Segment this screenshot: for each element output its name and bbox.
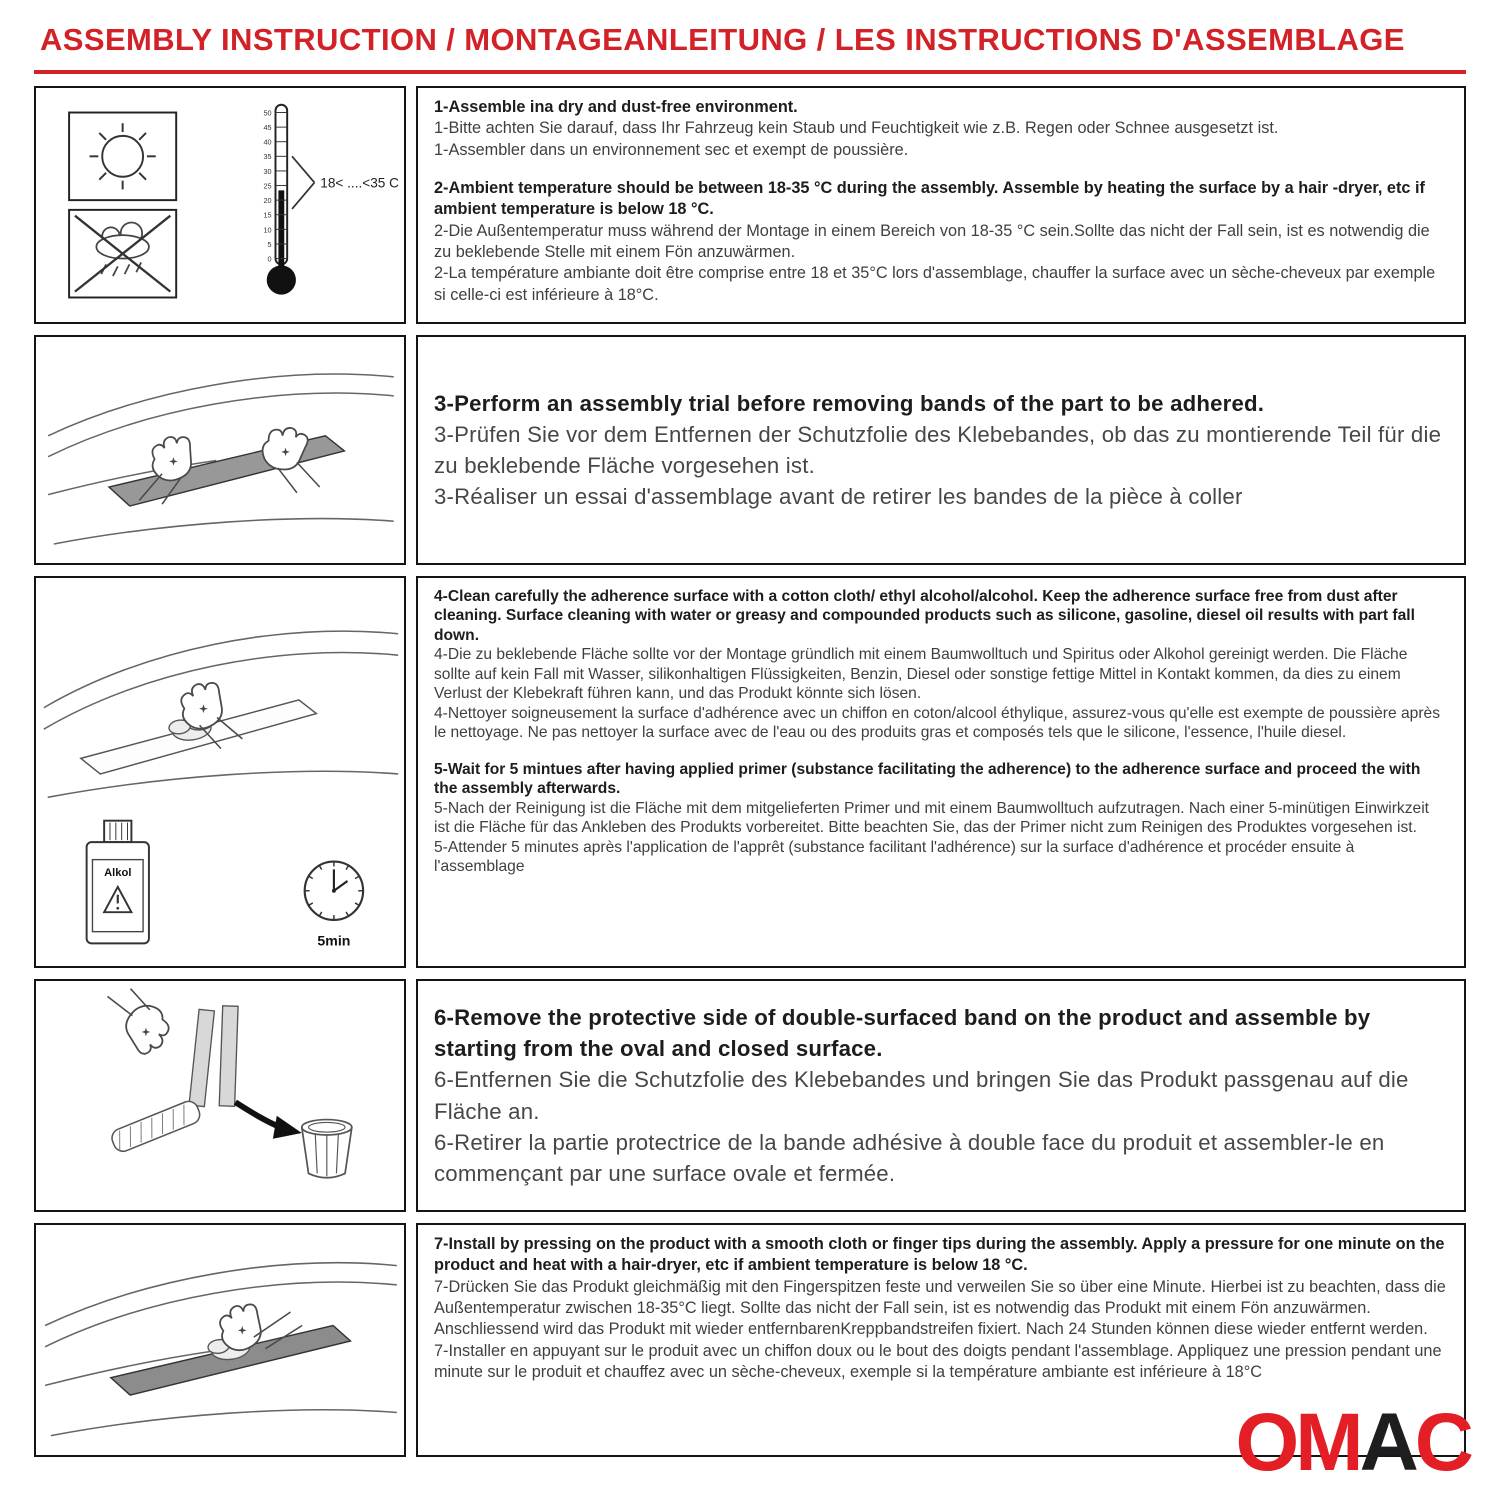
step-1-en: 1-Assemble ina dry and dust-free environment. (434, 98, 798, 116)
svg-text:50: 50 (263, 108, 272, 118)
clock-label: 5min (317, 932, 351, 949)
step-3-en: 3-Perform an assembly trial before removing bands of the part to be adhered. (434, 390, 1265, 416)
svg-text:10: 10 (263, 225, 272, 235)
alcohol-bottle-icon (87, 821, 149, 944)
textbox-steps-1-2 (416, 86, 1466, 324)
step-7-fr: 7-Installer en appuyant sur le produit avec un chiffon doux ou le bout des doigts pendant l'assemblage. Appliquez une pression pendant une minute sur le produit et chauffez avec un sèche-cheveux, exemple si la température ambiante est inférieure à 18°C (434, 1341, 1442, 1382)
step-6-fr: 6-Retirer la partie protectrice de la bande adhésive à double face du produit et assembler-le en commençant par une surface ovale et fermée. (434, 1129, 1385, 1186)
illustration-assembly-trial (34, 335, 406, 565)
step-4-fr: 4-Nettoyer soigneusement la surface d'adhérence avec un chiffon en coton/alcool éthylique, assurez-vous qu'elle est exempte de poussière après le nettoyage. Ne pas nettoyer la surface avec de l'eau ou des produits gras et composés tels que le silicone, l'essence, l'huile diesel. (434, 704, 1441, 742)
logo-letter-a: A (1359, 1397, 1415, 1488)
step-3-de: 3-Prüfen Sie vor dem Entfernen der Schutzfolie des Klebebandes, ob das zu montierende Teil für die zu beklebende Fläche vorgesehen ist. (434, 421, 1442, 478)
svg-text:30: 30 (263, 166, 272, 176)
remove-band-drawing (36, 981, 404, 1210)
step-6-de: 6-Entfernen Sie die Schutzfolie des Klebebandes und bringen Sie das Produkt passgenau auf die Fläche an. (434, 1067, 1409, 1124)
step-6-en: 6-Remove the protective side of double-surfaced band on the product and assemble by starting from the oval and closed surface. (434, 1005, 1371, 1062)
step-1-de: 1-Bitte achten Sie darauf, dass Ihr Fahrzeug kein Staub und Feuchtigkeit wie z.B. Regen oder Schnee ausgesetzt ist. (434, 119, 1279, 138)
illustration-environment-temperature (34, 86, 406, 324)
omac-logo (1235, 1397, 1470, 1488)
illustration-press-product (34, 1223, 406, 1457)
step-5-en: 5-Wait for 5 mintues after having applied primer (substance facilitating the adherence) to the adherence surface and proceed the with the assembly afterwards. (434, 760, 1421, 798)
trash-bin-icon (302, 1120, 352, 1178)
step-5-fr: 5-Attender 5 minutes après l'application de l'apprêt (substance facilitant l'adhérence) sur la surface d'adhérence et procéder ensuite à l'assemblage (434, 838, 1355, 876)
step-row-4 (34, 979, 1466, 1212)
step-7-de: 7-Drücken Sie das Produkt gleichmäßig mit den Fingerspitzen feste und verweilen Sie so über eine Minute. Hierbei ist zu beachten, dass die Außentemperatur zwischen 18-35°C liegt. Sollte das nicht der Fall sein, ist es notwendig das Produkt mit einem Fön anzuwärmen. Anschliessend wird das Produkt mit wieder entfernbarenKreppbandstreifen fixiert. Nach 24 Stunden können diese wieder entfernt werden. (434, 1277, 1446, 1339)
svg-text:25: 25 (263, 181, 272, 191)
step-row-3 (34, 576, 1466, 968)
logo-letters-om: OM (1235, 1397, 1360, 1488)
step-7-en: 7-Install by pressing on the product with a smooth cloth or finger tips during the assembly. Apply a pressure for one minute on the product and heat with a hair-dryer, etc if ambient temperature is below 18 °C. (434, 1235, 1445, 1275)
textbox-steps-4-5 (416, 576, 1466, 968)
bottle-label: Alkol (104, 867, 132, 880)
step-2-fr: 2-La température ambiante doit être comprise entre 18 et 35°C lors d'assemblage, chauffer la surface avec un sèche-cheveux par exemple si celle-ci est inférieure à 18°C. (434, 264, 1436, 304)
svg-text:0: 0 (267, 254, 272, 264)
textbox-step-3 (416, 335, 1466, 565)
step-3-fr: 3-Réaliser un essai d'assemblage avant de retirer les bandes de la pièce à coller (434, 484, 1243, 510)
step-2-de: 2-Die Außentemperatur muss während der Montage in einem Bereich von 18-35 °C sein.Sollte das nicht der Fall sein, ist es notwendig die zu beklebende Stelle mit einem Fön anzuwärmen. (434, 221, 1430, 262)
sun-icon (90, 123, 156, 189)
logo-letter-c: C (1414, 1397, 1470, 1488)
temperature-range-bracket (292, 156, 399, 209)
illustration-cleaning (34, 576, 406, 968)
svg-text:40: 40 (263, 137, 272, 147)
cleaning-drawing (36, 578, 404, 966)
step-row-2 (34, 335, 1466, 565)
step-4-en: 4-Clean carefully the adherence surface with a cotton cloth/ ethyl alcohol/alcohol. Keep the adherence surface free from dust after cleaning. Surface cleaning with water or greasy and compounded products such as silicone, gasoline, diesel oil results with part fall down. (434, 588, 1415, 644)
step-4-de: 4-Die zu beklebende Fläche sollte vor der Montage gründlich mit einem Baumwolltuch und Spiritus oder Alkohol gereinigt werden. Die Fläche sollte auf kein Fall mit Wasser, silikonhaltigen Flüssigkeiten, Benzin, Diesel oder sonstige fettige Mittel in Kontakt kommen, da dies zu einem Verlust der Klebekraft führen kann, und das Produkt könnte sich lösen. (434, 646, 1408, 703)
temperature-range-label: 18< ....<35 C (320, 175, 399, 191)
press-product-drawing (36, 1225, 404, 1455)
svg-text:5: 5 (267, 239, 272, 249)
step-1-fr: 1-Assembler dans un environnement sec et exempt de poussière. (434, 140, 909, 159)
peeling-hand (107, 989, 177, 1059)
svg-text:45: 45 (263, 123, 272, 133)
environment-temperature-drawing (36, 88, 404, 322)
step-5-de: 5-Nach der Reinigung ist die Fläche mit dem mitgelieferten Primer und mit einem Baumwolltuch aufzutragen. Nach einer 5-minütigen Einwirkzeit ist die Fläche für das Ankleben des Produkts vorbereitet. Bitte beachten Sie, das der Primer nicht zum Reinigen des Produktes vorgesehen ist. (434, 799, 1429, 837)
step-row-1 (34, 86, 1466, 324)
protective-band-1 (189, 1009, 214, 1106)
product-part (109, 1099, 202, 1155)
clock-icon (305, 862, 363, 949)
arrow-to-trash-icon (235, 1102, 301, 1139)
no-rain-icon (75, 216, 170, 292)
page-title: ASSEMBLY INSTRUCTION / MONTAGEANLEITUNG / LES INSTRUCTIONS D'ASSEMBLAGE (34, 16, 1466, 74)
step-2-en: 2-Ambient temperature should be between 18-35 °C during the assembly. Assemble by heating the surface by a hair -dryer, etc if ambient temperature is below 18 °C. (434, 179, 1425, 219)
svg-text:35: 35 (263, 152, 272, 162)
svg-text:20: 20 (263, 196, 272, 206)
textbox-step-6 (416, 979, 1466, 1212)
illustration-remove-band (34, 979, 406, 1212)
svg-text:15: 15 (263, 210, 272, 220)
thermometer-icon (263, 105, 295, 295)
assembly-trial-drawing (36, 337, 404, 563)
protective-band-2 (219, 1006, 238, 1107)
